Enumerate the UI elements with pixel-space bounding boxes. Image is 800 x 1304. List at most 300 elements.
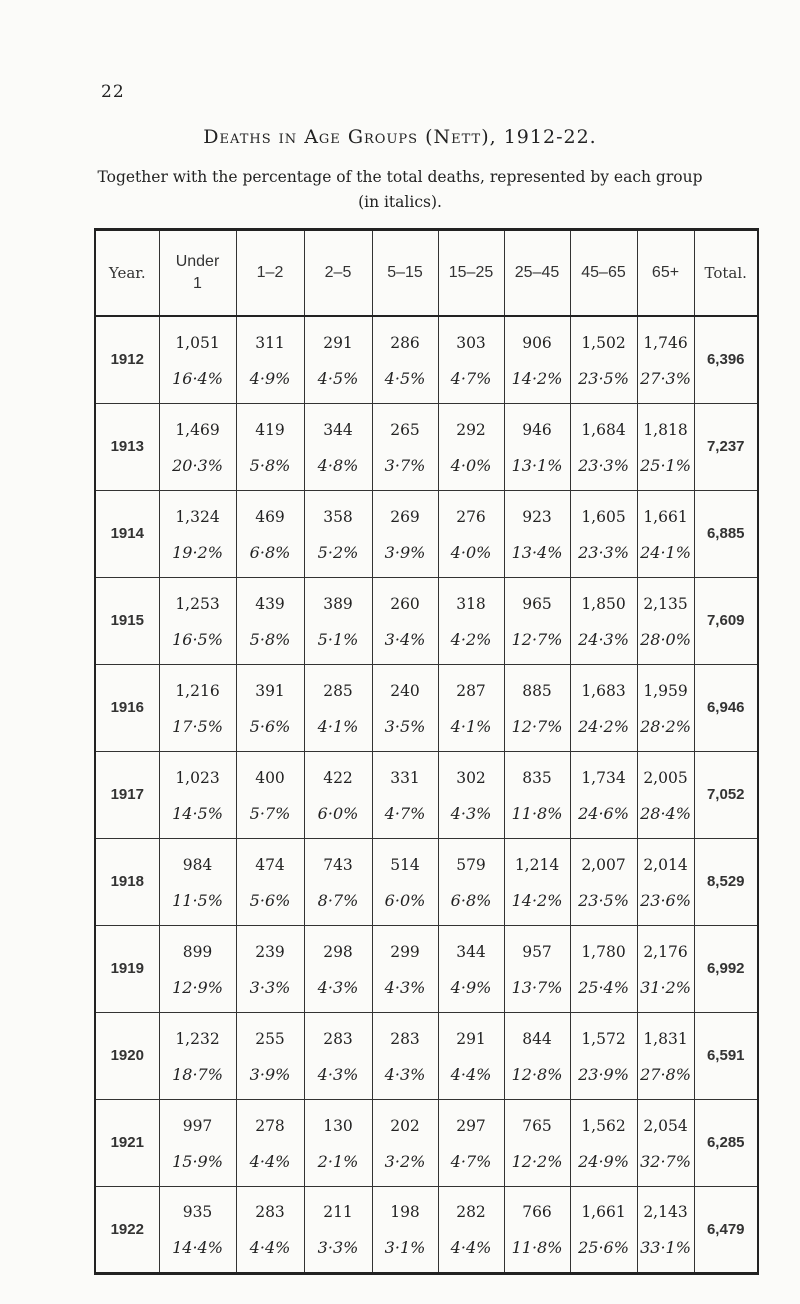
death-percentage: 24·2% [578,716,629,736]
death-percentage: 23·3% [578,455,629,475]
death-count: 2,135 [643,594,688,613]
death-percentage: 4·4% [450,1238,492,1257]
age-group-cell [438,577,504,664]
death-count: 240 [390,681,420,700]
age-group-cell [504,577,570,664]
death-count: 303 [456,333,486,352]
death-count: 291 [323,333,353,352]
death-count: 202 [390,1116,420,1135]
death-count: 899 [182,942,213,961]
age-group-cell [159,664,236,751]
age-group-cell [504,925,570,1012]
death-count: 283 [390,1029,420,1048]
death-percentage: 24·3% [578,629,629,649]
death-percentage: 4·9% [450,977,492,997]
age-group-cell [236,751,304,838]
death-percentage: 5·1% [317,629,359,649]
age-group-cell [304,490,372,577]
age-group-cell [304,1186,372,1273]
death-count: 278 [255,1116,285,1135]
death-count: 286 [390,333,420,352]
age-group-cell [236,577,304,664]
death-count: 311 [255,333,285,352]
death-percentage: 4·3% [450,803,492,823]
row-total: 7,609 [706,612,745,629]
death-percentage: 16·5% [172,629,223,649]
death-percentage: 24·9% [578,1151,629,1171]
death-percentage: 12·9% [172,977,223,997]
death-count: 1,469 [175,420,220,439]
death-percentage: 4·7% [384,803,426,823]
row-total: 6,885 [706,525,745,542]
death-count: 906 [522,333,552,352]
death-percentage: 4·4% [249,1151,291,1171]
death-percentage: 4·3% [384,1064,426,1084]
age-group-cell [570,316,637,403]
death-count: 292 [456,420,486,439]
death-percentage: 4·5% [317,368,359,388]
death-percentage: 6·0% [317,803,359,823]
death-count: 1,324 [175,507,220,526]
death-count: 1,502 [581,333,626,352]
header-45-65: 45–65 [570,230,637,317]
death-count: 844 [522,1029,552,1048]
header-1-2: 1–2 [236,230,304,317]
header-total: Total. [694,230,758,317]
age-group-cell [372,838,438,925]
age-group-cell [570,838,637,925]
age-group-cell [159,1099,236,1186]
row-total: 6,285 [706,1134,745,1151]
death-percentage: 12·7% [511,716,563,736]
age-group-cell [504,1099,570,1186]
death-percentage: 3·4% [384,629,426,649]
age-group-cell [438,1012,504,1099]
death-percentage: 6·8% [249,542,291,562]
death-percentage: 32·7% [640,1151,691,1171]
death-percentage: 19·2% [172,542,223,562]
death-count: 299 [390,942,420,961]
age-group-cell [438,403,504,490]
age-group-cell [438,838,504,925]
death-count: 400 [255,768,285,787]
death-count: 1,831 [643,1029,688,1048]
header-2-5: 2–5 [304,230,372,317]
death-percentage: 5·7% [249,803,291,823]
death-count: 419 [255,420,285,439]
age-group-cell [236,1012,304,1099]
death-percentage: 5·8% [249,455,291,475]
table-row [95,751,758,838]
death-percentage: 4·0% [450,455,492,475]
death-count: 302 [456,768,486,787]
age-group-cell [304,925,372,1012]
table-row [95,1012,758,1099]
row-total: 6,396 [706,351,745,369]
age-group-cell [372,1012,438,1099]
death-percentage: 12·8% [511,1064,563,1084]
age-group-cell [159,403,236,490]
death-percentage: 4·9% [249,368,291,388]
death-percentage: 4·1% [317,716,359,736]
table-row [95,838,758,925]
age-group-cell [159,751,236,838]
death-count: 269 [390,507,420,526]
death-percentage: 4·1% [450,716,492,736]
death-percentage: 27·8% [640,1064,691,1084]
table-row [95,664,758,751]
row-year: 1922 [95,1186,159,1273]
death-percentage: 18·7% [172,1064,223,1084]
age-group-cell [159,490,236,577]
age-group-cell [637,664,694,751]
death-count: 965 [522,594,552,613]
age-group-cell [304,1099,372,1186]
age-group-cell [570,577,637,664]
age-group-cell [304,1012,372,1099]
table-row [95,316,758,403]
death-percentage: 8·7% [317,890,359,910]
age-group-cell [159,838,236,925]
death-count: 276 [456,507,486,526]
age-group-cell [304,403,372,490]
age-group-cell [236,490,304,577]
age-group-cell [372,751,438,838]
death-percentage: 23·5% [578,890,629,910]
death-percentage: 24·1% [640,542,691,562]
row-year: 1920 [95,1012,159,1099]
death-percentage: 3·3% [317,1238,359,1257]
death-percentage: 5·6% [249,716,291,736]
death-percentage: 23·5% [578,368,629,388]
death-percentage: 5·8% [249,629,291,649]
death-percentage: 13·1% [511,455,563,475]
death-count: 765 [522,1116,552,1135]
table-row [95,1186,758,1273]
death-count: 318 [456,594,486,613]
age-group-cell [304,751,372,838]
death-percentage: 5·6% [249,890,291,910]
death-count: 344 [323,420,353,439]
age-group-cell [570,1186,637,1273]
death-percentage: 23·9% [578,1064,629,1084]
age-group-cell [570,925,637,1012]
age-group-cell [372,316,438,403]
header-year: Year. [95,230,159,317]
row-total: 6,992 [706,960,745,977]
death-count: 1,023 [175,768,220,787]
row-year: 1919 [95,925,159,1012]
age-group-cell [159,316,236,403]
death-count: 1,850 [581,594,626,613]
death-count: 287 [456,681,486,700]
death-count: 1,661 [581,1203,626,1221]
age-group-cell [570,1012,637,1099]
age-group-cell [637,838,694,925]
age-group-cell [236,664,304,751]
subtitle-line-2: (in italics). [358,193,442,211]
age-group-cell [637,316,694,403]
page-title: Deaths in Age Groups (Nett), 1912-22. [203,126,597,148]
death-count: 2,054 [643,1116,688,1135]
death-count: 211 [323,1203,353,1221]
row-year: 1918 [95,838,159,925]
death-percentage: 24·6% [578,803,629,823]
row-year: 1917 [95,751,159,838]
death-count: 1,232 [175,1029,220,1048]
death-percentage: 6·8% [450,890,492,910]
age-group-cell [438,490,504,577]
table-row [95,490,758,577]
death-count: 2,143 [643,1203,688,1221]
death-count: 1,572 [581,1029,626,1048]
death-count: 885 [522,681,552,700]
death-percentage: 4·7% [450,368,492,388]
death-count: 2,014 [643,855,688,874]
age-group-cell [637,1186,694,1273]
age-group-cell [504,490,570,577]
age-group-cell [637,403,694,490]
age-group-cell [304,316,372,403]
death-percentage: 4·4% [249,1238,291,1257]
death-count: 766 [522,1203,552,1221]
age-group-cell [570,751,637,838]
death-count: 957 [522,942,552,961]
death-count: 514 [390,855,420,874]
death-count: 1,216 [175,681,220,700]
death-count: 935 [182,1203,213,1221]
death-count: 1,734 [581,768,626,787]
death-percentage: 25·6% [578,1238,629,1257]
age-group-cell [637,751,694,838]
age-group-cell [504,1012,570,1099]
death-count: 285 [323,681,353,700]
death-percentage: 4·5% [384,368,426,388]
age-group-cell [504,751,570,838]
death-percentage: 3·1% [384,1238,426,1257]
death-count: 946 [522,420,552,439]
row-total: 6,946 [706,699,745,716]
death-percentage: 3·9% [384,542,426,562]
death-count: 265 [390,420,420,439]
death-count: 422 [323,768,353,787]
table-row [95,925,758,1012]
death-count: 283 [323,1029,353,1048]
death-percentage: 3·5% [384,716,426,736]
age-group-cell [372,925,438,1012]
death-percentage: 13·4% [511,542,563,562]
death-count: 239 [255,942,285,961]
age-group-cell [438,664,504,751]
death-percentage: 13·7% [511,977,563,997]
death-count: 743 [323,855,353,874]
age-group-cell [504,316,570,403]
age-group-cell [438,925,504,1012]
death-percentage: 20·3% [172,455,223,475]
death-count: 358 [323,507,353,526]
header-5-15: 5–15 [372,230,438,317]
age-group-cell [504,664,570,751]
table-row [95,1099,758,1186]
row-total: 8,529 [706,873,745,890]
death-percentage: 14·2% [511,368,563,388]
death-count: 282 [456,1203,486,1221]
death-count: 1,661 [643,507,688,526]
death-count: 344 [456,942,486,961]
death-percentage: 27·3% [640,368,691,388]
death-count: 1,746 [643,333,688,352]
age-group-cell [438,1186,504,1273]
death-count: 1,051 [175,333,220,352]
death-percentage: 25·4% [578,977,629,997]
death-percentage: 11·8% [511,1238,563,1257]
header-under-1-line-2: 1 [193,275,202,292]
death-percentage: 4·3% [317,977,359,997]
death-count: 923 [522,507,552,526]
death-count: 260 [390,594,420,613]
age-group-cell [570,403,637,490]
death-percentage: 23·6% [640,890,691,910]
death-count: 1,253 [175,594,220,613]
death-percentage: 3·2% [384,1151,426,1171]
death-count: 391 [255,681,285,700]
death-percentage: 3·3% [249,977,291,997]
age-group-cell [637,490,694,577]
age-group-cell [236,838,304,925]
age-group-cell [372,1186,438,1273]
death-count: 1,605 [581,507,626,526]
death-count: 298 [323,942,353,961]
age-group-cell [236,403,304,490]
death-percentage: 23·3% [578,542,629,562]
death-percentage: 28·2% [640,716,691,736]
death-count: 297 [456,1116,486,1135]
age-group-cell [304,577,372,664]
death-count: 2,007 [581,855,626,874]
death-count: 1,214 [514,855,560,874]
age-group-cell [159,577,236,664]
death-percentage: 2·1% [317,1151,359,1171]
deaths-table [94,228,759,1275]
age-group-cell [304,838,372,925]
table-row [95,403,758,490]
death-percentage: 28·0% [640,629,691,649]
death-count: 291 [456,1029,486,1048]
header-under-1-line-1: Under [175,253,220,270]
age-group-cell [637,1099,694,1186]
row-total: 6,479 [706,1220,745,1238]
age-group-cell [304,664,372,751]
death-percentage: 11·5% [172,890,223,910]
death-percentage: 3·9% [249,1064,291,1084]
death-percentage: 14·4% [172,1238,223,1257]
death-count: 2,176 [643,942,688,961]
age-group-cell [159,1186,236,1273]
death-count: 997 [182,1116,213,1135]
row-year: 1916 [95,664,159,751]
header-65-plus: 65+ [637,230,694,317]
header-15-25: 15–25 [438,230,504,317]
death-percentage: 4·3% [317,1064,359,1084]
age-group-cell [438,316,504,403]
death-count: 331 [390,768,420,787]
age-group-cell [159,1012,236,1099]
death-count: 130 [323,1116,353,1135]
page-number: 22 [101,82,125,102]
death-percentage: 11·8% [511,803,563,823]
death-percentage: 28·4% [640,803,691,823]
age-group-cell [236,925,304,1012]
header-25-45: 25–45 [504,230,570,317]
age-group-cell [236,1099,304,1186]
death-count: 1,818 [643,420,688,439]
death-percentage: 12·7% [511,629,563,649]
death-percentage: 4·3% [384,977,426,997]
age-group-cell [570,664,637,751]
age-group-cell [372,1099,438,1186]
age-group-cell [159,925,236,1012]
row-total: 6,591 [706,1047,745,1064]
death-percentage: 33·1% [640,1238,691,1257]
header-under-1 [159,230,236,317]
age-group-cell [372,403,438,490]
age-group-cell [236,316,304,403]
table-row [95,577,758,664]
row-year: 1915 [95,577,159,664]
death-count: 1,683 [581,681,626,700]
death-count: 1,684 [581,420,626,439]
death-count: 2,005 [643,768,688,787]
death-count: 1,562 [581,1116,626,1135]
death-percentage: 31·2% [640,977,691,997]
row-year: 1913 [95,403,159,490]
age-group-cell [438,751,504,838]
death-percentage: 4·8% [317,455,359,475]
age-group-cell [504,403,570,490]
row-year: 1914 [95,490,159,577]
age-group-cell [570,1099,637,1186]
death-count: 255 [255,1029,285,1048]
header-row [95,230,758,317]
table-subtitle [40,165,760,215]
death-percentage: 16·4% [172,368,223,388]
death-percentage: 12·2% [511,1151,563,1171]
death-count: 835 [522,768,552,787]
death-count: 389 [323,594,353,613]
death-percentage: 15·9% [172,1151,223,1171]
age-group-cell [438,1099,504,1186]
death-percentage: 5·2% [317,542,359,562]
death-percentage: 25·1% [640,455,691,475]
death-count: 283 [255,1203,285,1221]
death-count: 469 [255,507,285,526]
death-percentage: 4·2% [450,629,492,649]
age-group-cell [236,1186,304,1273]
death-count: 984 [182,855,213,874]
age-group-cell [504,838,570,925]
death-count: 579 [456,855,486,874]
subtitle-line-1: Together with the percentage of the total deaths, represented by each group [97,168,703,186]
age-group-cell [504,1186,570,1273]
age-group-cell [637,577,694,664]
age-group-cell [637,1012,694,1099]
death-percentage: 14·2% [511,890,563,910]
row-year: 1921 [95,1099,159,1186]
death-count: 1,959 [643,681,688,700]
death-percentage: 4·0% [450,542,492,562]
age-group-cell [637,925,694,1012]
death-percentage: 17·5% [172,716,223,736]
